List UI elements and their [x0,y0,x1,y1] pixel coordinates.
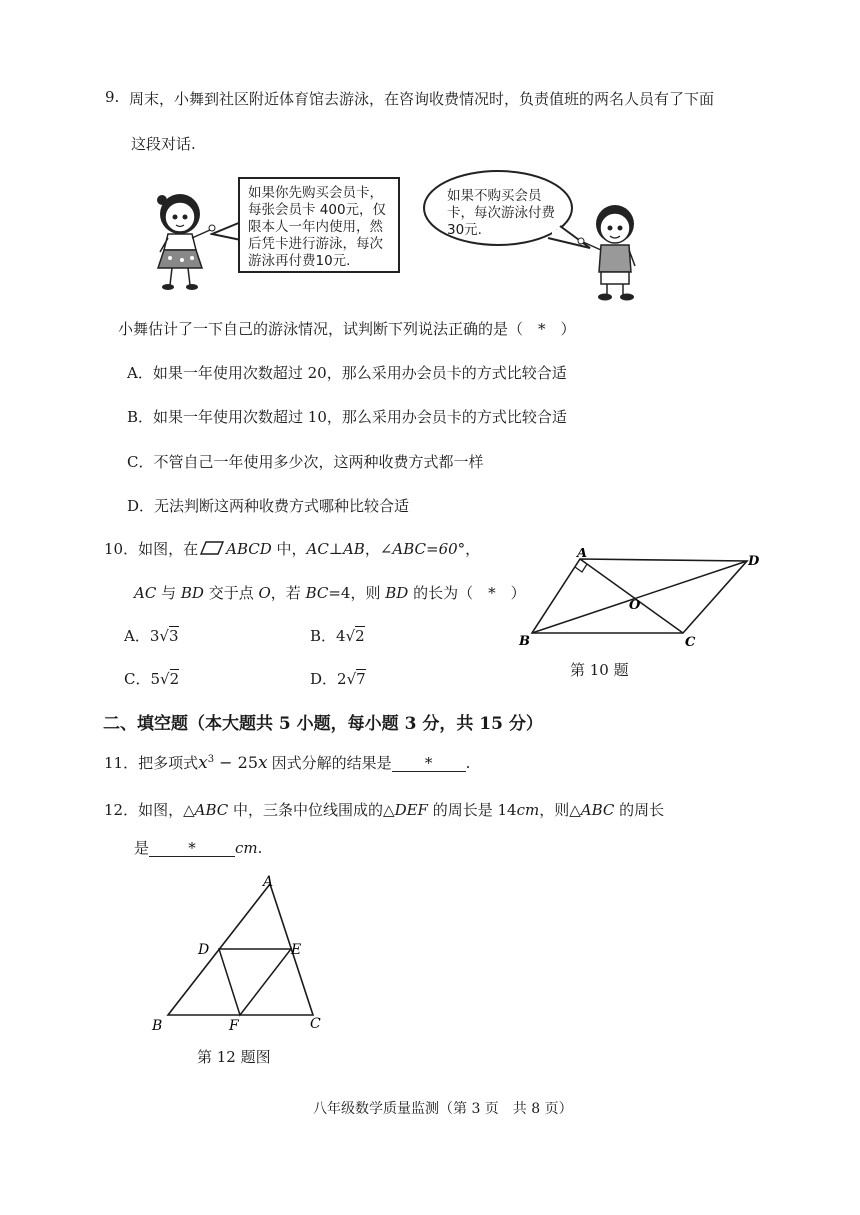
q9-stem-line2: 这段对话. [131,135,196,153]
radicand: 2 [169,670,180,688]
label-b: B [152,1018,163,1034]
section-title: 二、填空题（本大题共 5 小题，每小题 3 分，共 15 分） [103,714,543,734]
left-bubble-line: 游泳再付费10元. [248,253,351,269]
q11-text: 把多项式 [138,754,199,772]
radicand: 3 [168,627,179,645]
q10-option-c [124,668,179,689]
q10-text: 如图，在 [138,540,199,558]
q9-number: 9. [105,88,120,106]
answer-blank[interactable]: * [149,840,235,857]
label-d: D [198,942,210,958]
q12-text: ，则△ [539,801,581,819]
left-bubble-line: 限本人一年内使用，然 [248,219,383,235]
label-o: O [629,598,641,613]
q10-text: 交于点 [203,584,259,602]
boy-illustration [575,200,650,305]
label-c: C [310,1016,321,1032]
q10-option-a [124,625,179,646]
label-a: A [577,548,588,561]
q12-text: . [257,839,263,857]
q10-text: 中， [271,540,307,558]
coef: 4 [336,627,346,645]
label-d: D [748,554,760,569]
q9-option-c: C．不管自己一年使用多少次，这两种收费方式都一样 [127,453,484,471]
right-bubble-line: 30元. [447,222,482,238]
option-label: B． [310,627,337,645]
q10-abcd: ABCD [226,540,272,558]
q10-text: ， [465,540,481,558]
q11-text: 因式分解的结果是 [271,754,392,772]
right-bubble-line: 卡，每次游泳付费 [447,205,555,221]
q10-var: BC [305,584,329,602]
left-bubble-line: 后凭卡进行游泳，每次 [248,236,383,252]
q12-text: 如图，△ [138,801,195,819]
q9-stem-line1: 周末，小舞到社区附近体育馆去游泳，在咨询收费情况时，负责值班的两名人员有了下面 [129,90,715,108]
label-e: E [291,942,302,958]
expr-var: x [198,753,208,773]
q10-text: =4，则 [328,584,386,602]
q12-number: 12． [104,801,139,819]
left-bubble-line: 如果你先购买会员卡， [248,185,383,201]
q12-unit: cm [235,839,258,857]
right-bubble-line: 如果不购买会员 [447,188,542,204]
q10-cond1: AC⊥AB [306,540,365,558]
left-speech-bubble [238,177,400,273]
q11-number: 11． [104,754,139,772]
q9-option-d: D．无法判断这两种收费方式哪种比较合适 [127,497,410,515]
q10-cond2: ∠ABC=60° [379,540,466,558]
q12-var: cm [516,801,540,819]
q10-text: ， [364,540,380,558]
q12-var: DEF [394,801,428,819]
q12-line2 [134,837,262,858]
q10-var: BD [385,584,409,602]
page-footer: 八年级数学质量监测（第 3 页 共 8 页） [313,1101,573,1117]
q10-text: 的长为（ * ） [408,584,526,602]
label-b: B [519,634,530,649]
label-c: C [685,635,696,650]
triangle-def [219,949,291,1015]
q11-text: . [465,754,471,772]
label-a: A [263,874,274,890]
expr-rest: − 25 [214,753,259,772]
q12-text: 是 [134,839,150,857]
q12-var: ABC [580,801,615,819]
q10-number: 10． [104,540,139,558]
q9-option-a: A．如果一年使用次数超过 20，那么采用办会员卡的方式比较合适 [127,364,567,382]
q12-caption: 第 12 题图 [197,1048,271,1066]
expr-var: x [258,753,268,773]
q10-parallelogram-figure [505,548,770,658]
q10-var: AC [134,584,157,602]
q10-caption: 第 10 题 [570,661,629,679]
q10-var: O [258,584,271,602]
q10-line1 [104,538,480,559]
label-f: F [229,1018,239,1034]
q12-text: 的周长 [614,801,665,819]
q9-question: 小舞估计了一下自己的游泳情况，试判断下列说法正确的是（ * ） [118,320,576,338]
left-bubble-line: 每张会员卡 400元，仅 [248,202,387,218]
sqrt-sign: √ [160,670,170,688]
expr-exponent: 3 [207,754,215,765]
option-label: D． [310,670,338,688]
q10-var: BD [180,584,204,602]
option-label: A． [124,627,150,645]
option-label: C． [124,670,151,688]
q11-line [104,752,470,773]
coef: 3 [149,627,160,645]
sqrt-sign: √ [159,627,169,645]
radicand: 7 [356,670,366,688]
coef: 2 [337,670,347,688]
q10-line2 [134,582,526,603]
q12-line1 [104,799,664,820]
q10-text: ，若 [270,584,306,602]
sqrt-sign: √ [345,627,356,645]
answer-blank[interactable]: * [392,755,466,772]
diagonal-ac [580,559,683,633]
q10-text: 与 [156,584,181,602]
q9-option-b: B．如果一年使用次数超过 10，那么采用办会员卡的方式比较合适 [127,408,567,426]
q12-triangle-figure [145,872,335,1040]
radicand: 2 [355,627,365,645]
q10-option-d [310,668,366,689]
sqrt-sign: √ [346,670,357,688]
coef: 5 [150,670,161,688]
q12-text: 的周长是 14 [427,801,517,819]
right-speech-bubble [447,188,555,239]
q10-option-b [310,625,365,646]
q12-text: 中，三条中位线围成的△ [228,801,395,819]
q12-var: ABC [194,801,229,819]
parallelogram-icon [200,541,224,555]
